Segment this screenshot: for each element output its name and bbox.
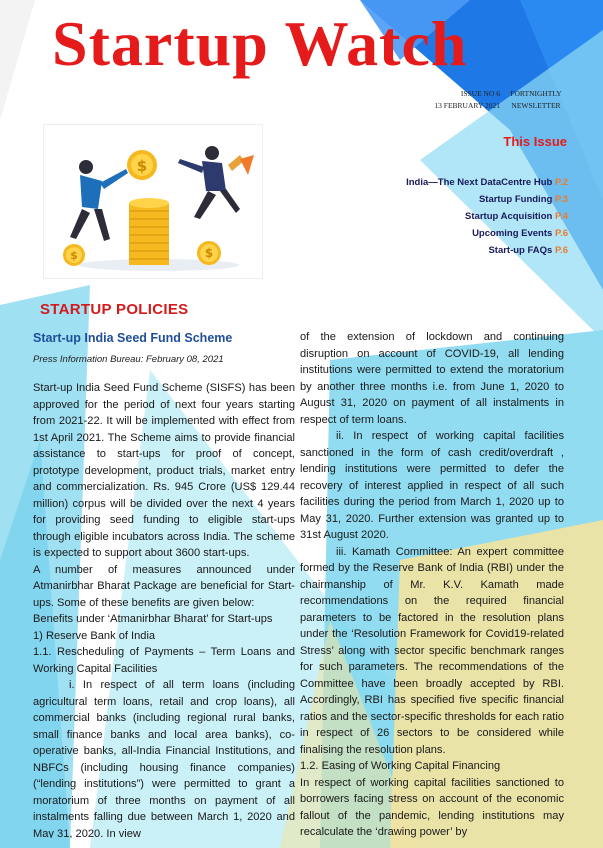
issue-meta [400,88,500,112]
toc-item-label: India—The Next DataCentre Hub [406,177,553,188]
toc-item-page: P.4 [554,211,568,222]
toc-item-label: Start-up FAQs [488,245,553,256]
issue-type-line2: NEWSLETTER [511,101,561,110]
sub-heading: 1.1. Rescheduling of Payments – Term Loans and Working Capital Facilities [33,646,295,675]
masthead-title: Startup Watch [52,8,468,79]
issue-type-line1: FORTNIGHTLY [510,89,562,98]
paragraph: In respect of working capital facilities sanctioned to borrowers facing stress on account of the economic fallout of the pandemic, lending institutions may recalculate the ‘drawing power’ by [300,776,564,838]
toc-item-label: Upcoming Events [472,228,553,239]
sub-heading: 1.2. Easing of Working Capital Financing [300,760,501,772]
svg-text:$: $ [70,249,78,262]
toc-item-page: P.6 [554,245,568,256]
toc-item-label: Startup Acquisition [465,211,553,222]
paragraph: iii. Kamath Committee: An expert committee formed by the Reserve Bank of India (RBI) under the chairmanship of Mr. K.V. Kamath made recommendations on the required financial parameters to be factored in the resolution plans under the ‘Resolution Framework for Covid19-related Stress’ along with sector specific benchmark ranges for such parameters. The recommendations of the Committee have been broadly accepted by RBI. Accordingly, RBI has specified five specific financial ratios and the sector-specific thresholds for each ratio in respect of 26 sectors to be considered while finalising the resolution plans. [300,545,564,756]
paragraph: i. In respect of all term loans (including agricultural term loans, retail and crop loans), all commercial banks (including regional rural banks, small finance banks and local area banks), co-operative banks, all-India Financial Institutions, and NBFCs (including housing finance companies) (“lending institutions”) were permitted to grant a moratorium of three months on payment of all instalments falling due between March 1, 2020 and May 31, 2020. In view [33,679,295,838]
svg-text:$: $ [204,246,214,260]
svg-text:$: $ [136,157,148,175]
toc-item[interactable] [360,225,568,242]
toc-item[interactable] [360,208,568,225]
startup-coins-illustration-icon [43,124,263,279]
toc-item-page: P.2 [554,177,568,188]
paragraph: of the extension of lockdown and continuing disruption on account of COVID-19, all lending institutions were permitted to extend the moratorium by another three months i.e. from June 1, 2020 to August 31, 2020 on payment of all instalments in respect of term loans. [300,331,564,426]
paragraph: A number of measures announced under Atmanirbhar Bharat Package are beneficial for Start-ups. Some of these benefits are given below: [33,563,295,609]
toc-item[interactable] [360,191,568,208]
issue-number: ISSUE NO 6 [460,89,500,98]
paragraph: Benefits under ‘Atmanirbhar Bharat’ for Start-ups [33,613,273,625]
toc-item-label: Startup Funding [478,194,553,205]
list-heading: 1) Reserve Bank of India [33,629,156,642]
toc-item[interactable] [360,242,568,259]
toc-item[interactable] [360,174,568,191]
this-issue-title: This Issue [503,134,567,149]
issue-date: 13 FEBRUARY 2021 [434,101,500,110]
section-title: STARTUP POLICIES [40,301,189,318]
paragraph: Start-up India Seed Fund Scheme (SISFS) has been approved for the period of next four years starting from 2021-22. It will be implemented with effect from 1st April 2021. The Scheme aims to provide financial assistance to start-ups for proof of concept, prototype development, product trials, market entry and commercialization. Rs. 945 Crore (US$ 129.44 million) corpus will be divided over the next 4 years for providing seed funding to eligible start-ups through eligible incubators across India. The scheme is expected to support about 3600 start-ups. [33,382,295,559]
toc-item-page: P.3 [554,194,568,205]
paragraph: ii. In respect of working capital facilities sanctioned in the form of cash credit/overdraft , lending institutions were permitted to defer the recovery of interest applied in respect of all such facilities during the period from March 1, 2020 up to May 31, 2020. Further extension was granted up to 31st August 2020. [300,430,564,541]
toc-item-page: P.6 [554,228,568,239]
article-column-right [300,329,564,841]
article-title: Start-up India Seed Fund Scheme [33,331,233,345]
table-of-contents [360,174,568,259]
issue-type [505,88,567,112]
article-column-left [33,380,295,838]
article-byline: Press Information Bureau: February 08, 2021 [33,354,224,365]
